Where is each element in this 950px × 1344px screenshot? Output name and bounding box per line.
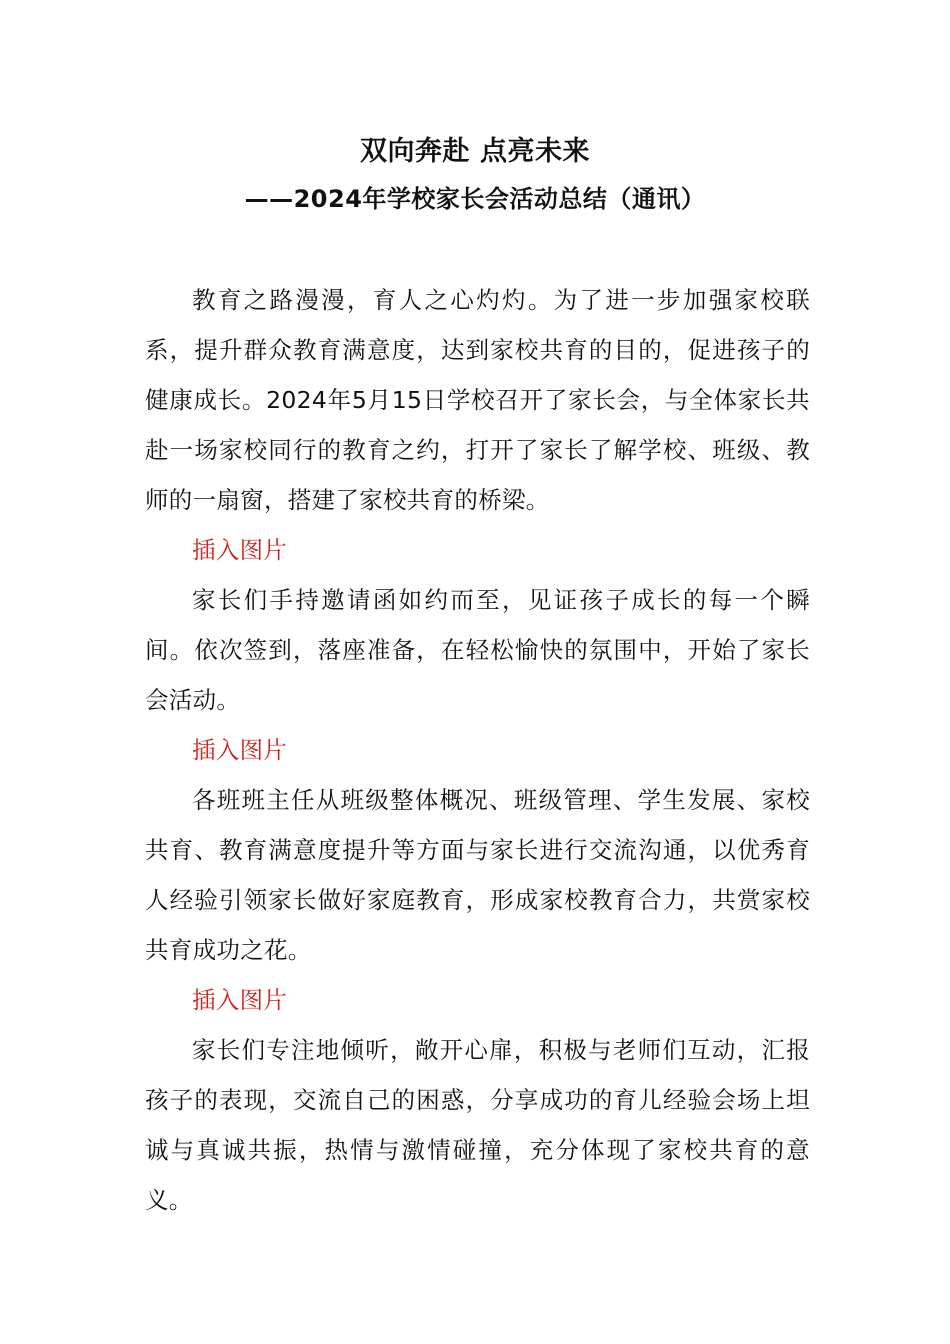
paragraph-teachers: 各班班主任从班级整体概况、班级管理、学生发展、家校共育、教育满意度提升等方面与家长进行交流沟通，以优秀育人经验引领家长做好家庭教育，形成家校教育合力，共赏家校共育成功之花。 bbox=[145, 786, 810, 964]
paragraph-parents: 家长们专注地倾听，敞开心扉，积极与老师们互动，汇报孩子的表现，交流自己的困惑，分享成功的育儿经验会场上坦诚与真诚共振，热情与激情碰撞，充分体现了家校共育的意义。 bbox=[145, 1036, 810, 1214]
title-block bbox=[0, 128, 950, 222]
document-body bbox=[145, 275, 810, 1225]
document-subtitle: ——2024年学校家长会活动总结（通讯） bbox=[244, 185, 706, 213]
paragraph-intro: 教育之路漫漫，育人之心灼灼。为了进一步加强家校联系，提升群众教育满意度，达到家校共育的目的，促进孩子的健康成长。2024年5月15日学校召开了家长会，与全体家长共赴一场家校同行的教育之约，打开了家长了解学校、班级、教师的一扇窗，搭建了家校共育的桥梁。 bbox=[145, 286, 810, 514]
insert-image-placeholder: 插入图片 bbox=[192, 536, 288, 564]
insert-image-placeholder: 插入图片 bbox=[192, 986, 288, 1014]
paragraph-arrival: 家长们手持邀请函如约而至，见证孩子成长的每一个瞬间。依次签到，落座准备，在轻松愉快的氛围中，开始了家长会活动。 bbox=[145, 586, 810, 714]
insert-image-placeholder: 插入图片 bbox=[192, 736, 288, 764]
document-title: 双向奔赴 点亮未来 bbox=[360, 136, 590, 167]
